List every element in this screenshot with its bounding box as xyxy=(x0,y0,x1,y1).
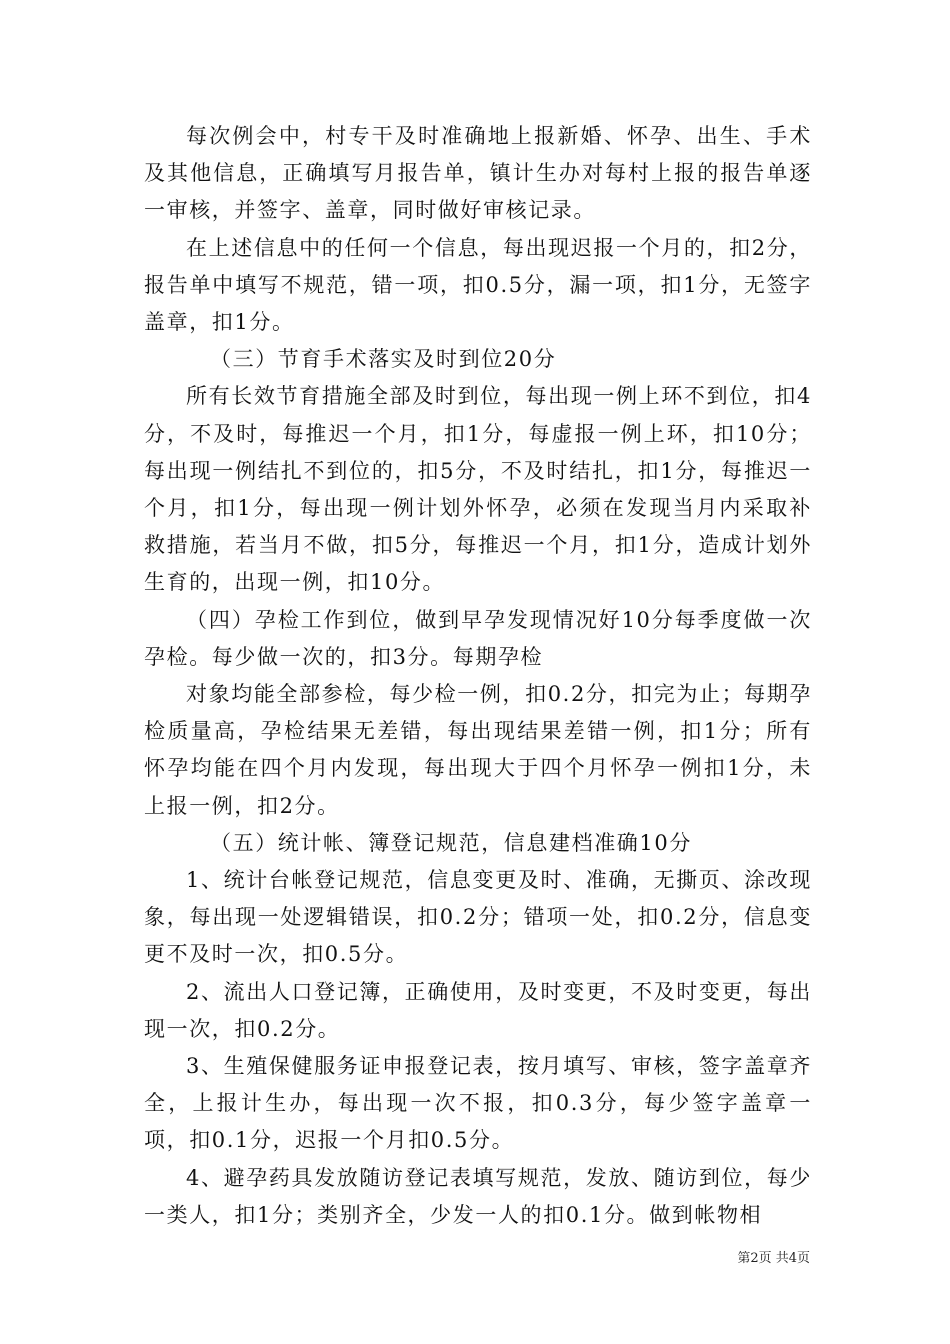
paragraph-report-deductions: 在上述信息中的任何一个信息，每出现迟报一个月的，扣2分，报告单中填写不规范，错一项，扣0.5分，漏一项，扣1分，无签字盖章，扣1分。 xyxy=(144,235,812,335)
page-number: 第2页 共4页 xyxy=(737,1251,810,1266)
paragraph-item-2: 2、流出人口登记簿，正确使用，及时变更，不及时变更，每出现一次，扣0.2分。 xyxy=(144,979,812,1041)
paragraph-pregnancy-check: 对象均能全部参检，每少检一例，扣0.2分，扣完为止；每期孕检质量高，孕检结果无差错，每出现结果差错一例，扣1分；所有怀孕均能在四个月内发现，每出现大于四个月怀孕一例扣1分，未上报一例，扣2分。 xyxy=(144,682,812,818)
document-body xyxy=(144,118,812,1234)
paragraph-item-1: 1、统计台帐登记规范，信息变更及时、准确，无撕页、涂改现象，每出现一处逻辑错误，扣0.2分；错项一处，扣0.2分，信息变更不及时一次，扣0.5分。 xyxy=(144,868,812,967)
section-heading-4: （四）孕检工作到位，做到早孕发现情况好10分每季度做一次孕检。每少做一次的，扣3分。每期孕检 xyxy=(144,607,812,669)
paragraph-report-checking: 每次例会中，村专干及时准确地上报新婚、怀孕、出生、手术及其他信息，正确填写月报告单，镇计生办对每村上报的报告单逐一审核，并签字、盖章，同时做好审核记录。 xyxy=(144,124,812,223)
section-heading-5: （五）统计帐、簿登记规范，信息建档准确10分 xyxy=(210,830,692,855)
paragraph-item-4: 4、避孕药具发放随访登记表填写规范，发放、随访到位，每少一类人，扣1分；类别齐全，少发一人的扣0.1分。做到帐物相 xyxy=(144,1165,812,1227)
paragraph-item-3: 3、生殖保健服务证申报登记表，按月填写、审核，签字盖章齐全，上报计生办，每出现一次不报，扣0.3分，每少签字盖章一项，扣0.1分，迟报一个月扣0.5分。 xyxy=(144,1054,812,1153)
paragraph-surgery-deductions: 所有长效节育措施全部及时到位，每出现一例上环不到位，扣4分，不及时，每推迟一个月，扣1分，每虚报一例上环，扣10分；每出现一例结扎不到位的，扣5分，不及时结扎，扣1分，每推迟一个月，扣1分，每出现一例计划外怀孕，必须在发现当月内采取补救措施，若当月不做，扣5分，每推迟一个月，扣1分，造成计划外生育的，出现一例，扣10分。 xyxy=(144,384,812,595)
section-heading-3: （三）节育手术落实及时到位20分 xyxy=(210,347,557,372)
